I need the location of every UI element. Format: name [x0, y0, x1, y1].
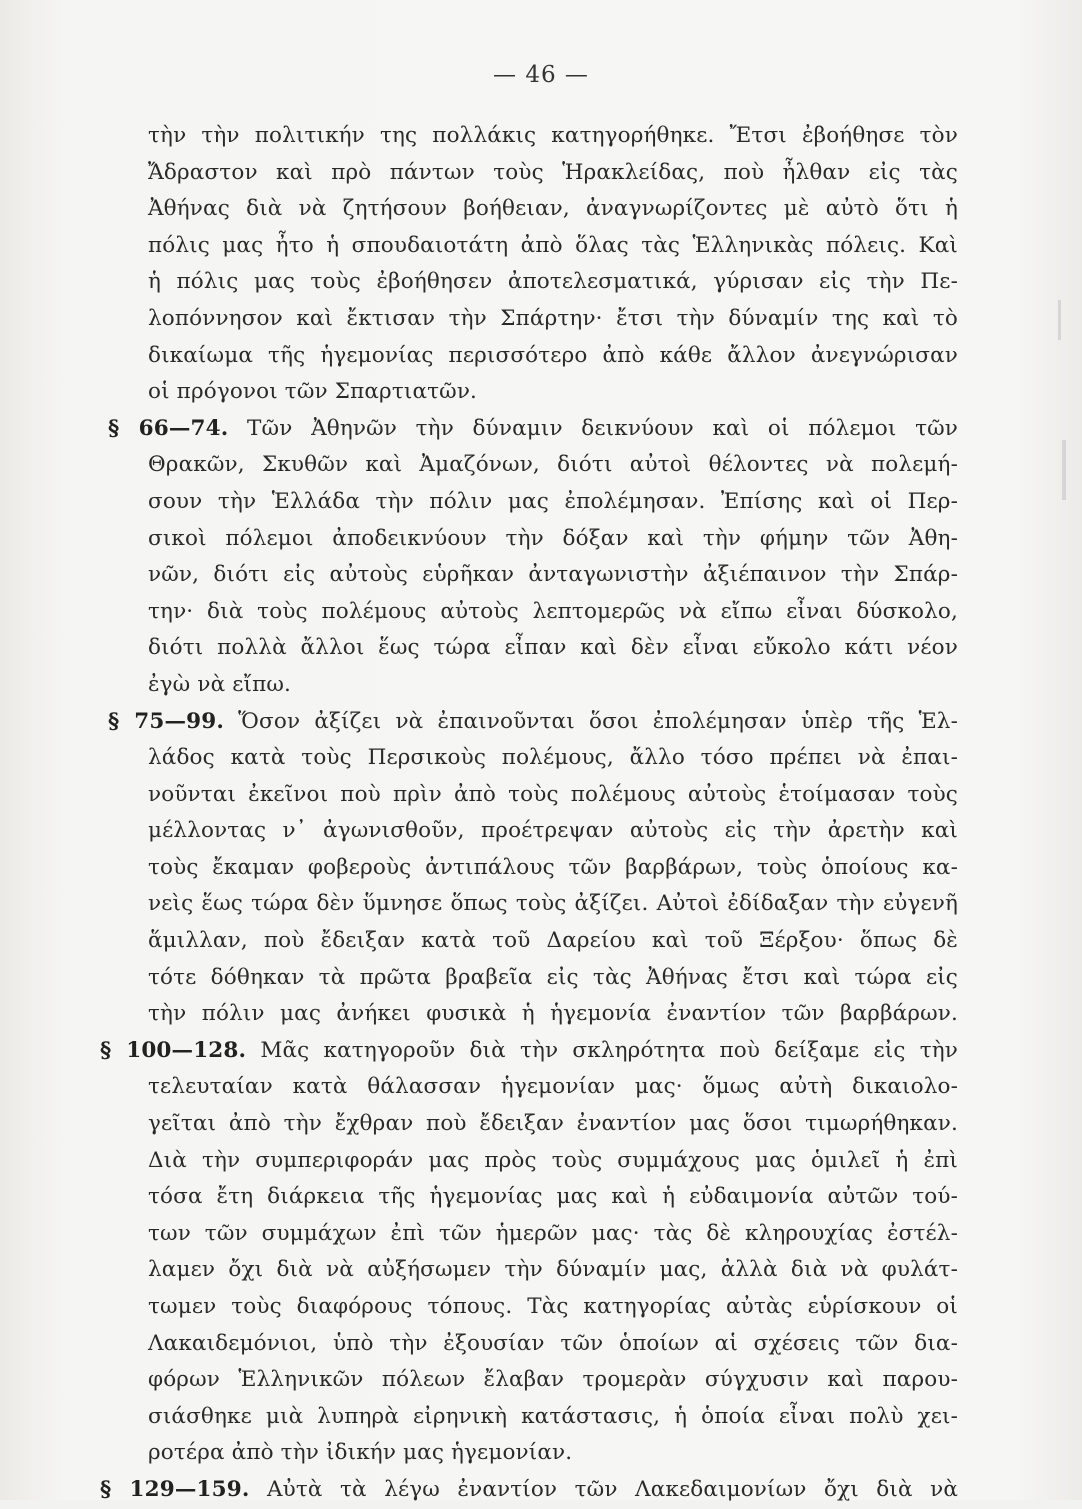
- text-line: [100, 1033, 958, 1070]
- section-text: Μᾶς κατηγοροῦν διὰ τὴν σκληρότητα ποὺ δείξαμε εἰς τὴν: [260, 1037, 958, 1063]
- text-line: γεῖται ἀπὸ τὴν ἔχθραν ποὺ ἔδειξαν ἐναντίον μας ὅσοι τιμωρήθηκαν.: [148, 1111, 958, 1137]
- text-line: σουν τὴν Ἑλλάδα τὴν πόλιν μας ἐπολέμησαν. Ἐπίσης καὶ οἱ Περ-: [148, 488, 958, 514]
- text-line: Λακαιδεμόνιοι, ὑπὸ τὴν ἐξουσίαν τῶν ὁποίων αἱ σχέσεις τῶν δια-: [148, 1330, 958, 1356]
- text-line: ἅμιλλαν, ποὺ ἔδειξαν κατὰ τοῦ Δαρείου καὶ τοῦ Ξέρξου· ὅπως δὲ: [148, 928, 958, 954]
- text-line: οἱ πρόγονοι τῶν Σπαρτιατῶν.: [148, 379, 478, 405]
- text-line: λοπόννησον καὶ ἔκτισαν τὴν Σπάρτην· ἔτσι τὴν δύναμίν της καὶ τὸ: [148, 305, 958, 331]
- text-line: Διὰ τὴν συμπεριφοράν μας πρὸς τοὺς συμμάχους μας ὁμιλεῖ ἡ ἐπὶ: [148, 1147, 958, 1173]
- section-text: Τῶν Ἀθηνῶν τὴν δύναμιν δεικνύουν καὶ οἱ πόλεμοι τῶν: [247, 415, 959, 441]
- section-label: § 100—128.: [100, 1037, 247, 1063]
- page-number: — 46 —: [493, 62, 589, 88]
- paragraph-section-75-99: [108, 704, 958, 1033]
- scan-speck: [1062, 440, 1066, 500]
- text-line: δικαίωμα τῆς ἡγεμονίας περισσότερο ἀπὸ κάθε ἄλλον ἀνεγνώρισαν: [148, 342, 958, 368]
- text-line: πόλις μας ἦτο ἡ σπουδαιοτάτη ἀπὸ ὅλας τὰς Ἑλληνικὰς πόλεις. Καὶ: [148, 232, 958, 258]
- text-line: Θρακῶν, Σκυθῶν καὶ Ἀμαζόνων, διότι αὐτοὶ θέλοντες νὰ πολεμή-: [148, 452, 958, 478]
- paragraph-section-100-128: [100, 1033, 958, 1472]
- body-text: [100, 118, 959, 1509]
- text-line: μέλλοντας ν᾽ ἀγωνισθοῦν, προέτρεψαν αὐτοὺς εἰς τὴν ἀρετὴν καὶ: [148, 818, 958, 844]
- paragraph-section-66-74: [108, 411, 959, 704]
- text-line: [108, 704, 958, 741]
- text-line: λάδος κατὰ τοὺς Περσικοὺς πολέμους, ἄλλο τόσο πρέπει νὰ ἐπαι-: [148, 745, 958, 771]
- section-text: Ὅσον ἀξίζει νὰ ἐπαινοῦνται ὅσοι ἐπολέμησαν ὑπὲρ τῆς Ἑλ-: [238, 708, 958, 734]
- text-line: Ἀθήνας διὰ νὰ ζητήσουν βοήθειαν, ἀναγνωρίζοντες μὲ αὐτὸ ὅτι ἡ: [148, 196, 958, 222]
- text-line: τότε δόθηκαν τὰ πρῶτα βραβεῖα εἰς τὰς Ἀθήνας ἔτσι καὶ τώρα εἰς: [148, 964, 958, 990]
- text-line: των τῶν συμμάχων ἐπὶ τῶν ἡμερῶν μας· τὰς δὲ κληρουχίας ἐστέλ-: [148, 1220, 958, 1246]
- text-line: Ἄδραστον καὶ πρὸ πάντων τοὺς Ἡρακλείδας, ποὺ ἦλθαν εἰς τὰς: [148, 159, 958, 185]
- paragraph-section-129-159: [100, 1472, 958, 1509]
- text-line: σικοὶ πόλεμοι ἀποδεικνύουν τὴν δόξαν καὶ τὴν φήμην τῶν Ἀθη-: [148, 525, 958, 551]
- text-line: τοὺς ἔκαμαν φοβεροὺς ἀντιπάλους τῶν βαρβάρων, τοὺς ὁποίους κα-: [148, 854, 958, 880]
- section-label: § 129—159.: [100, 1476, 250, 1502]
- scan-speck: [1058, 300, 1061, 340]
- paragraph-continuation: [148, 118, 958, 411]
- text-line: [108, 411, 958, 448]
- text-line: σιάσθηκε μιὰ λυπηρὰ εἰρηνικὴ κατάστασις, ἡ ὁποία εἶναι πολὺ χει-: [148, 1403, 958, 1429]
- text-line: φόρων Ἑλληνικῶν πόλεων ἔλαβαν τρομερὰν σύγχυσιν καὶ παρου-: [148, 1367, 958, 1393]
- section-text: Αὐτὰ τὰ λέγω ἐναντίον τῶν Λακεδαιμονίων ὄχι διὰ νὰ: [266, 1476, 958, 1502]
- text-line: τωμεν τοὺς διαφόρους τόπους. Τὰς κατηγορίας αὐτὰς εὑρίσκουν οἱ: [148, 1294, 958, 1319]
- text-line: ροτέρα ἀπὸ τὴν ἰδικήν μας ἡγεμονίαν.: [148, 1440, 573, 1466]
- text-line: [100, 1472, 958, 1509]
- text-line: νοῦνται ἐκεῖνοι ποὺ πρὶν ἀπὸ τοὺς πολέμους αὐτοὺς ἑτοίμασαν τοὺς: [148, 781, 958, 807]
- text-line: ἡ πόλις μας τοὺς ἐβοήθησεν ἀποτελεσματικά, γύρισαν εἰς τὴν Πε-: [148, 269, 958, 295]
- text-line: τελευταίαν κατὰ θάλασσαν ἡγεμονίαν μας· ὅμως αὐτὴ δικαιολο-: [148, 1074, 958, 1100]
- section-label: § 66—74.: [108, 415, 229, 441]
- text-line: νεὶς ἕως τώρα δὲν ὕμνησε ὅπως τοὺς ἀξίζει. Αὐτοὶ ἐδίδαξαν τὴν εὐγενῆ: [148, 891, 958, 917]
- text-line: διότι πολλὰ ἄλλοι ἕως τώρα εἶπαν καὶ δὲν εἶναι εὔκολο κάτι νέον: [148, 635, 958, 661]
- text-line: τὴν πόλιν μας ἀνήκει φυσικὰ ἡ ἡγεμονία ἐναντίον τῶν βαρβάρων.: [148, 1001, 958, 1027]
- section-label: § 75—99.: [108, 708, 224, 734]
- text-line: λαμεν ὄχι διὰ νὰ αὐξήσωμεν τὴν δύναμίν μας, ἀλλὰ διὰ νὰ φυλάτ-: [148, 1257, 958, 1283]
- text-line: νῶν, διότι εἰς αὐτοὺς εὑρῆκαν ἀνταγωνιστὴν ἀξιέπαινον τὴν Σπάρ-: [148, 562, 958, 588]
- text-line: τὴν τὴν πολιτικήν της πολλάκις κατηγορήθηκε. Ἔτσι ἐβοήθησε τὸν: [148, 123, 958, 148]
- text-line: ἐγὼ νὰ εἴπω.: [148, 671, 292, 697]
- text-line: την· διὰ τοὺς πολέμους αὐτοὺς λεπτομερῶς νὰ εἴπω εἶναι δύσκολο,: [148, 598, 958, 624]
- text-line: τόσα ἔτη διάρκεια τῆς ἡγεμονίας μας καὶ ἡ εὐδαιμονία αὐτῶν τού-: [148, 1184, 958, 1210]
